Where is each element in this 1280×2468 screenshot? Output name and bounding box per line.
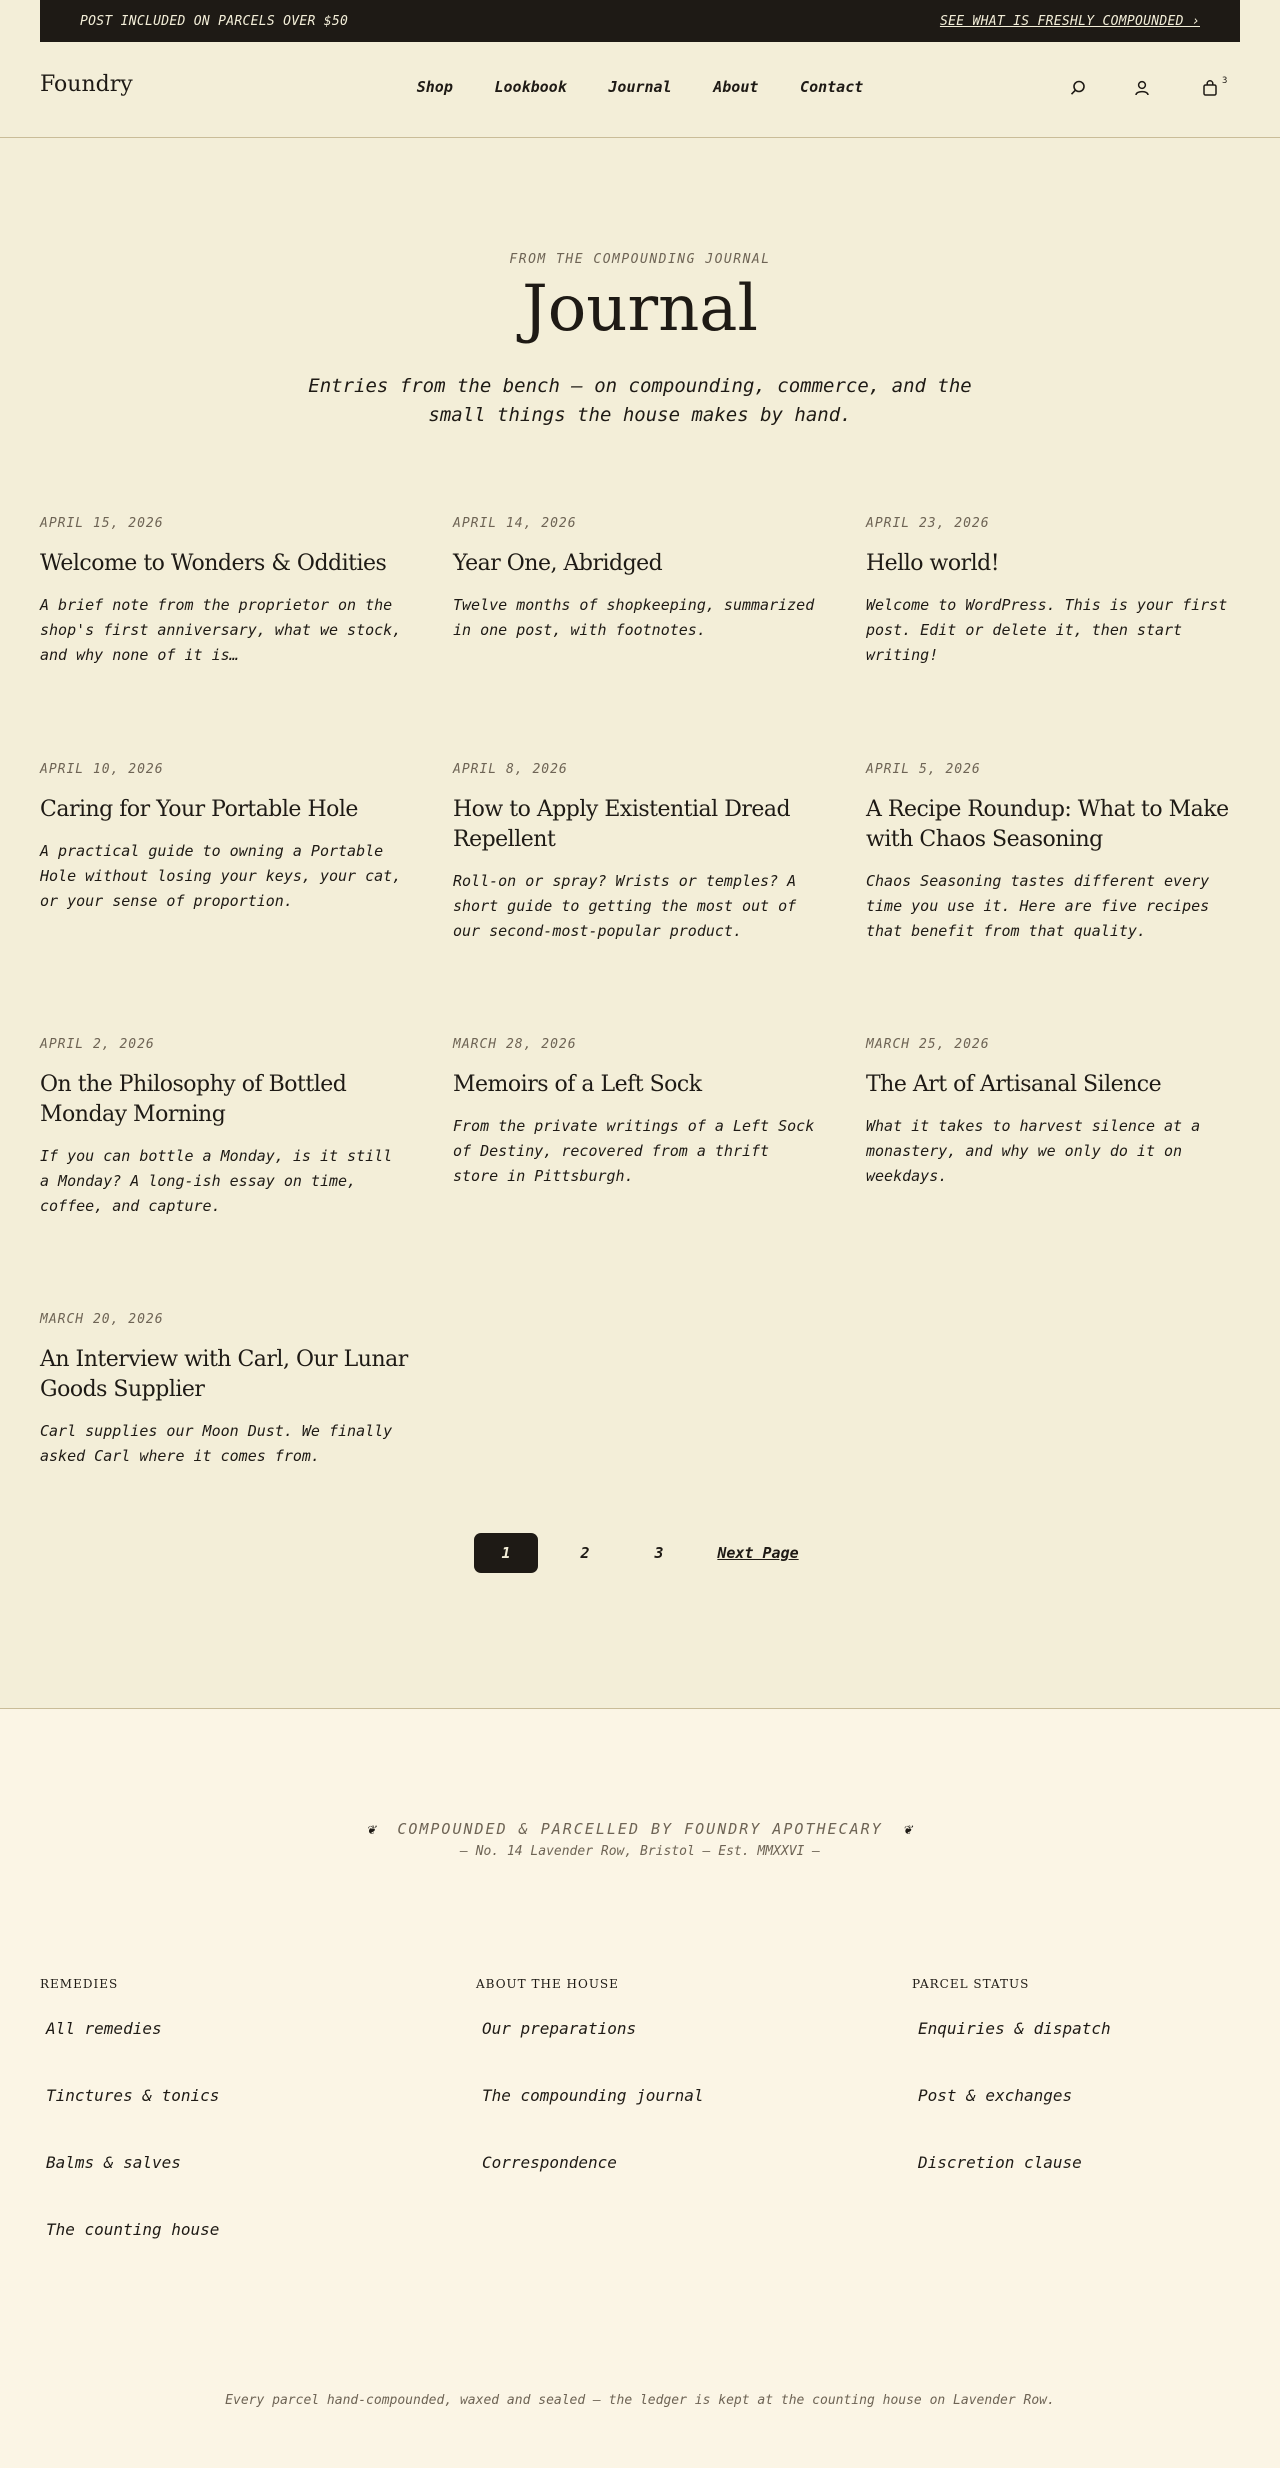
footer-column-remedies [40, 1977, 400, 2287]
footer-link[interactable]: Balms & salves [46, 2153, 181, 2172]
footer-column-parcel-status [912, 1977, 1272, 2220]
site-logo[interactable]: Foundry [40, 72, 133, 97]
post-title[interactable]: An Interview with Carl, Our Lunar Goods Supplier [40, 1347, 408, 1402]
footer-column-heading: REMEDIES [40, 1977, 119, 1991]
post-title[interactable]: Caring for Your Portable Hole [40, 797, 358, 822]
page-title: Journal [522, 272, 758, 346]
post-card [453, 1037, 823, 1189]
announcement-bar [40, 0, 1240, 42]
post-date: MARCH 25, 2026 [866, 1037, 990, 1052]
site-header [0, 42, 1280, 138]
cart-count-badge: 3 [1222, 76, 1228, 86]
post-title[interactable]: Hello world! [866, 551, 1000, 576]
post-date: APRIL 15, 2026 [40, 516, 164, 531]
footer-link[interactable]: Tinctures & tonics [46, 2086, 220, 2105]
post-date: APRIL 5, 2026 [866, 762, 981, 777]
footer-link[interactable]: All remedies [46, 2019, 162, 2038]
post-card [453, 516, 823, 643]
post-title[interactable]: A Recipe Roundup: What to Make with Chaos Seasoning [866, 797, 1229, 852]
footer-colophon [0, 1820, 1280, 1838]
next-page-link[interactable]: Next Page [717, 1544, 799, 1562]
page-3-button[interactable]: 3 [654, 1544, 664, 1562]
post-card [40, 516, 410, 668]
post-excerpt: Welcome to WordPress. This is your first post. Edit or delete it, then start writing! [866, 596, 1228, 664]
post-title[interactable]: On the Philosophy of Bottled Monday Morning [40, 1072, 347, 1127]
post-card [40, 1037, 410, 1219]
fleuron-icon: ❦ [366, 1820, 378, 1838]
post-date: APRIL 10, 2026 [40, 762, 164, 777]
hero-eyebrow: FROM THE COMPOUNDING JOURNAL [509, 252, 771, 267]
post-date: MARCH 20, 2026 [40, 1312, 164, 1327]
footer-link[interactable]: Our preparations [482, 2019, 637, 2038]
post-card [866, 1037, 1236, 1189]
post-date: APRIL 2, 2026 [40, 1037, 155, 1052]
nav-item-journal[interactable]: Journal [608, 78, 672, 96]
footer-column-heading: ABOUT THE HOUSE [476, 1977, 619, 1991]
post-excerpt: Roll-on or spray? Wrists or temples? A short guide to getting the most out of our second-most-popular product. [453, 872, 797, 940]
nav-item-shop[interactable]: Shop [416, 78, 453, 96]
announcement-text: POST INCLUDED ON PARCELS OVER $50 [80, 13, 349, 29]
post-date: APRIL 14, 2026 [453, 516, 577, 531]
post-excerpt: Carl supplies our Moon Dust. We finally asked Carl where it comes from. [40, 1422, 393, 1465]
post-excerpt: From the private writings of a Left Sock of Destiny, recovered from a thrift store in Pittsburgh. [453, 1117, 815, 1185]
account-icon[interactable] [1133, 79, 1153, 99]
fleuron-icon: ❦ [902, 1820, 914, 1838]
footer-link[interactable]: Correspondence [482, 2153, 617, 2172]
announcement-link[interactable]: SEE WHAT IS FRESHLY COMPOUNDED › [939, 13, 1200, 29]
nav-item-about[interactable]: About [713, 78, 759, 96]
site-footer [0, 1708, 1280, 2468]
page-2-button[interactable]: 2 [580, 1544, 590, 1562]
post-card [866, 762, 1236, 944]
post-excerpt: A practical guide to owning a Portable Hole without losing your keys, your cat, or your sense of proportion. [40, 842, 402, 910]
nav-item-lookbook[interactable]: Lookbook [494, 78, 567, 96]
page-1-button[interactable]: 1 [474, 1533, 538, 1573]
cart-icon[interactable] [1201, 79, 1221, 99]
footer-link[interactable]: Enquiries & dispatch [918, 2019, 1111, 2038]
footer-column-heading: PARCEL STATUS [912, 1977, 1030, 1991]
colophon-text: COMPOUNDED & PARCELLED BY FOUNDRY APOTHECARY [397, 1820, 883, 1838]
post-title[interactable]: Year One, Abridged [453, 551, 663, 576]
post-title[interactable]: How to Apply Existential Dread Repellent [453, 797, 791, 852]
post-date: APRIL 8, 2026 [453, 762, 568, 777]
footer-column-about [476, 1977, 836, 2220]
post-excerpt: If you can bottle a Monday, is it still a Monday? A long-ish essay on time, coffee, and capture. [40, 1147, 393, 1215]
search-icon[interactable] [1069, 79, 1089, 99]
post-excerpt: Chaos Seasoning tastes different every time you use it. Here are five recipes that benefit from that quality. [866, 872, 1210, 940]
post-excerpt: What it takes to harvest silence at a monastery, and why we only do it on weekdays. [866, 1117, 1201, 1185]
post-date: MARCH 28, 2026 [453, 1037, 577, 1052]
footer-link[interactable]: The counting house [46, 2220, 220, 2239]
hero-subtitle: Entries from the bench — on compounding, commerce, and the small things the house makes by hand. [308, 375, 972, 426]
post-title[interactable]: The Art of Artisanal Silence [866, 1072, 1162, 1097]
post-card [866, 516, 1236, 668]
post-excerpt: Twelve months of shopkeeping, summarized in one post, with footnotes. [453, 596, 815, 639]
post-title[interactable]: Welcome to Wonders & Oddities [40, 551, 387, 576]
post-date: APRIL 23, 2026 [866, 516, 990, 531]
post-title[interactable]: Memoirs of a Left Sock [453, 1072, 702, 1097]
colophon-address: — No. 14 Lavender Row, Bristol — Est. MMXXVI — [459, 1844, 821, 1859]
footer-fine-print: Every parcel hand-compounded, waxed and sealed — the ledger is kept at the counting house on Lavender Row. [225, 2393, 1055, 2408]
footer-link[interactable]: Post & exchanges [918, 2086, 1073, 2105]
footer-link[interactable]: The compounding journal [482, 2086, 704, 2105]
footer-link[interactable]: Discretion clause [918, 2153, 1082, 2172]
post-card [453, 762, 823, 944]
post-excerpt: A brief note from the proprietor on the shop's first anniversary, what we stock, and why none of it is… [40, 596, 402, 664]
post-card [40, 1312, 410, 1469]
post-card [40, 762, 410, 914]
nav-item-contact[interactable]: Contact [800, 78, 864, 96]
